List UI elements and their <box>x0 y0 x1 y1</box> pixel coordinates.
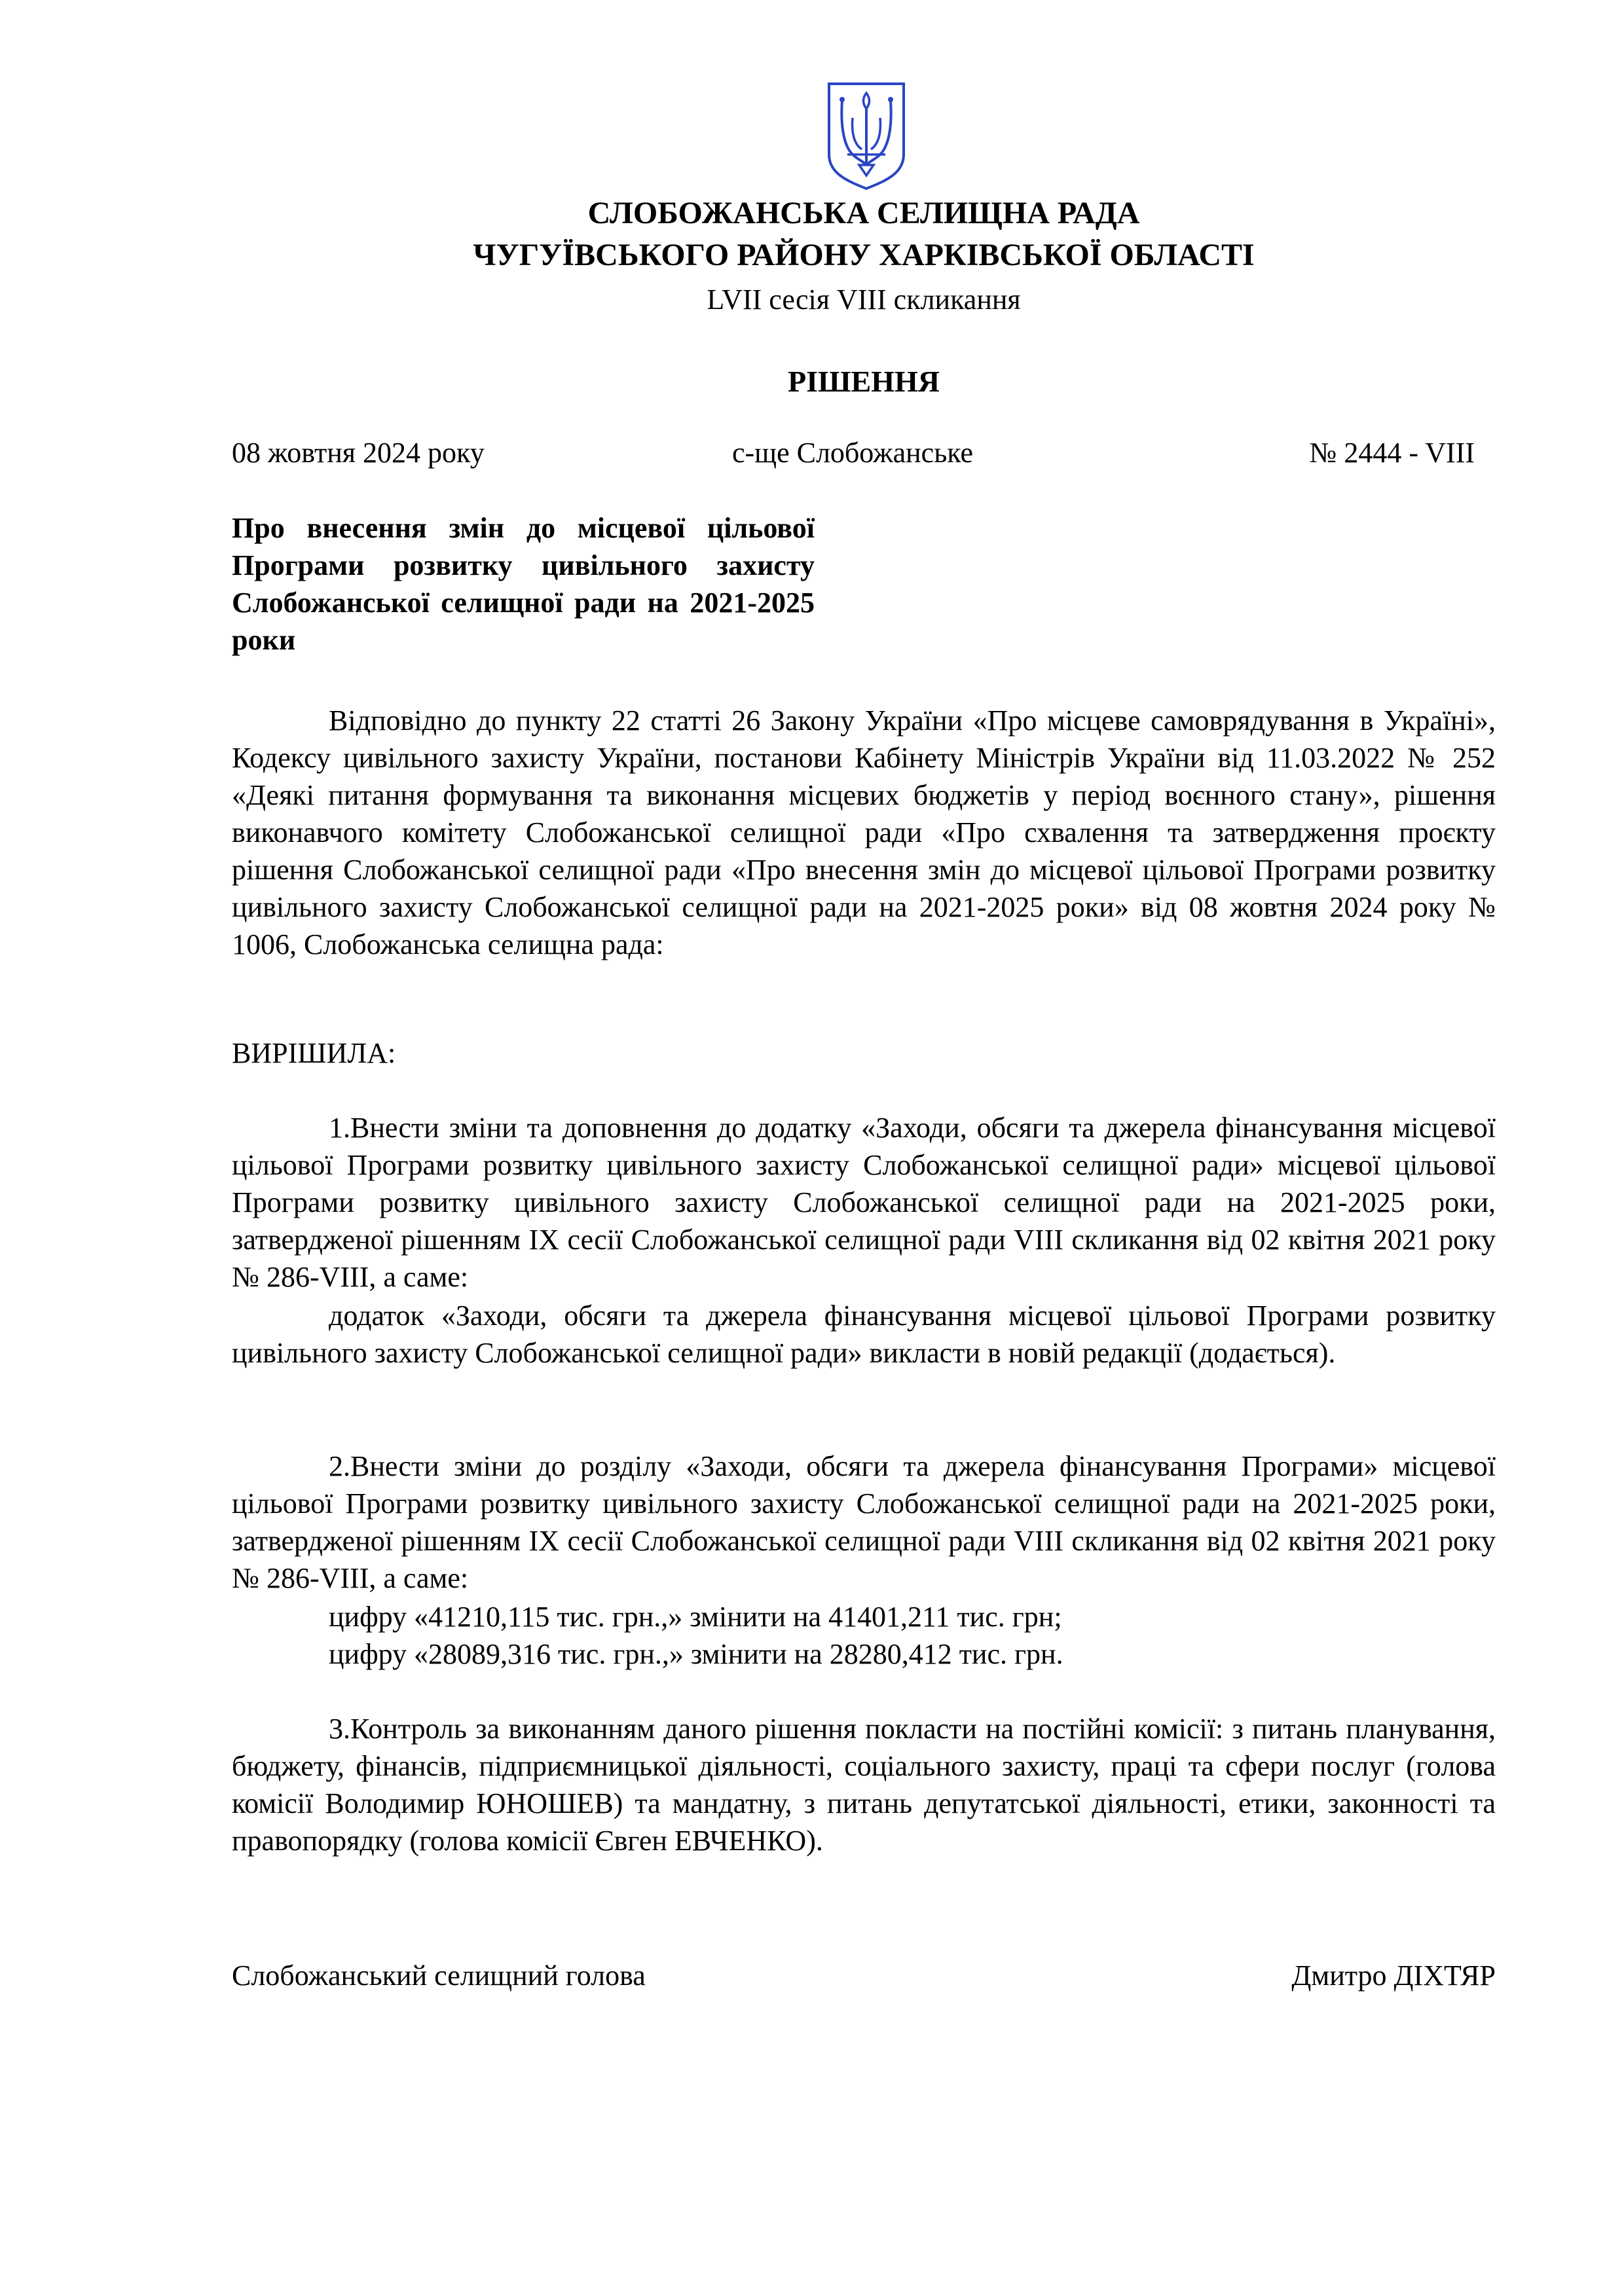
decision-number: № 2444 - VIII <box>1309 437 1475 469</box>
item-1-subparagraph: додаток «Заходи, обсяги та джерела фінансування місцевої цільової Програми розвитку цивільного захисту Слобожанської селищної ради» викласти в новій редакції (додається). <box>232 1300 1496 1369</box>
signatory-position: Слобожанський селищний голова <box>232 1959 646 1992</box>
document-title: РІШЕННЯ <box>788 365 940 398</box>
item-1-paragraph: 1.Внести зміни та доповнення до додатку «Заходи, обсяги та джерела фінансування місцевої цільової Програми розвитку цивільного захисту Слобожанської селищної ради» місцевої цільової Програми розвитку цивільного захисту Слобожанської селищної ради на 2021-2025 роки, затвердженої рішенням IX сесії Слобожанської селищної ради VIII скликання від 02 квітня 2021 року № 286-VIII, а саме: <box>232 1112 1496 1293</box>
item-2-amount-change-1: цифру «41210,115 тис. грн.,» змінити на 41401,211 тис. грн; <box>329 1601 1062 1633</box>
decision-date: 08 жовтня 2024 року <box>232 437 485 469</box>
decision-meta-row <box>232 435 1496 474</box>
item-2-paragraph: 2.Внести зміни до розділу «Заходи, обсяги та джерела фінансування Програми» місцевої цільової Програми розвитку цивільного захисту Слобожанської селищної ради на 2021-2025 роки, затвердженої рішенням IX сесії Слобожанської селищної ради VIII скликання від 02 квітня 2021 року № 286-VIII, а саме: <box>232 1450 1496 1594</box>
ukraine-trident-emblem-icon <box>826 81 906 191</box>
council-name <box>232 192 1496 276</box>
legal-basis-paragraph: Відповідно до пункту 22 статті 26 Закону України «Про місцеве самоврядування в Україні», Кодексу цивільного захисту України, постанови Кабінету Міністрів України від 11.03.2022 № 252 «Деякі питання формування та виконання місцевих бюджетів у період воєнного стану», рішення виконавчого комітету Слобожанської селищної ради «Про схвалення та затвердження проєкту рішення Слобожанської селищної ради «Про внесення змін до місцевої цільової Програми розвитку цивільного захисту Слобожанської селищної ради на 2021-2025 роки» від 08 жовтня 2024 року № 1006, Слобожанська селищна рада: <box>232 704 1496 960</box>
resolved-heading: ВИРІШИЛА: <box>232 1037 396 1069</box>
council-name-line2: ЧУГУЇВСЬКОГО РАЙОНУ ХАРКІВСЬКОЇ ОБЛАСТІ <box>473 238 1255 272</box>
item-3-paragraph: 3.Контроль за виконанням даного рішення покласти на постійні комісії: з питань планування, бюджету, фінансів, підприємницької діяльності, соціального захисту, праці та сфери послуг (голова комісії Володимир ЮНОШЕВ) та мандатну, з питань депутатської діяльності, етики, законності та правопорядку (голова комісії Євген ЕВЧЕНКО). <box>232 1713 1496 1857</box>
signatory-name: Дмитро ДІХТЯР <box>1291 1959 1496 1992</box>
item-2-amount-change-2: цифру «28089,316 тис. грн.,» змінити на 28280,412 тис. грн. <box>329 1638 1063 1670</box>
session-line: LVII сесія VIII скликання <box>707 283 1021 316</box>
council-name-line1: СЛОБОЖАНСЬКА СЕЛИЩНА РАДА <box>587 196 1140 230</box>
decision-subject: Про внесення змін до місцевої цільової Програми розвитку цивільного захисту Слобожанської селищної ради на 2021-2025 роки <box>232 512 815 656</box>
decision-place: с-ще Слобожанське <box>732 437 974 469</box>
